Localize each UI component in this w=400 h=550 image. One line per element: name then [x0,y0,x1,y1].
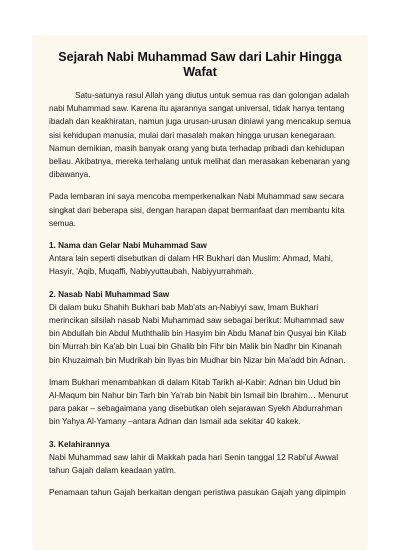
document-page [33,36,367,550]
section-heading: 3. Kelahirannya [49,439,110,449]
document-content [33,36,367,499]
section-paragraph: Antara lain seperti disebutkan di dalam HR Bukhari dan Muslim: Ahmad, Mahi, Hasyir, 'Aqib, Muqaffi, Nabiyyuttaubah, Nabiyyurrahmah. [49,254,333,277]
document-title: Sejarah Nabi Muhammad Saw dari Lahir Hingga Wafat [58,50,342,79]
section-1 [49,239,351,279]
intro-paragraph: Satu-satunya rasul Allah yang diutus untuk semua ras dan golongan adalah nabi Muhammad saw. Karena itu ajarannya sangat universal, tidak hanya tentang ibadah dan keakhiratan, namun juga urusan-urusan diniawi yang mencakup semua sisi kehidupan manusia, mulai dari masalah makan hingga urusan kenegaraan. Namun demikian, masih banyak orang yang buta terhadap pribadi dan kehidupan beliau. Akibatnya, mereka terhalang untuk melihat dan merasakan kebenaran yang dibawanya. [49,91,351,180]
section-3 [49,438,351,500]
section-2 [49,288,351,429]
section-paragraph: Penamaan tahun Gajah berkaitan dengan peristiwa pasukan Gajah yang dipimpin [49,488,346,498]
section-heading: 1. Nama dan Gelar Nabi Muhammad Saw [49,241,207,251]
section-paragraph: Nabi Muhammad saw lahir di Makkah pada hari Senin tanggal 12 Rabi'ul Awwal tahun Gajah dalam keadaan yatim. [49,452,339,476]
section-paragraph: Imam Bukhari menambahkan di dalam Kitab Tarikh al-Kabir: Adnan bin Udud bin Al-Maqum bin Nahur bin Tarh bin Ya'rab bin Nabit bin Ismail bin Ibrahim… Menurut para pakar – sebagaimana yang disebutkan oleh sejarawan Syekh Abdurrahman bin Yahya Al-Yamany –antara Adnan dan Ismail ada sekitar 40 kakek. [49,377,349,427]
section-heading: 2. Nasab Nabi Muhammad Saw [49,289,170,299]
section-paragraph: Di dalam buku Shahih Bukhari bab Mab'ats an-Nabiyyi saw, Imam Bukhari merincikan silsilah nasab Nabi Muhammad saw sebagai berikut: Muhammad saw bin Abdullah bin Abdul Muththalib bin Hasyim bin Abdu Manaf bin Qusyai bin Kilab bin Murrah bin Ka'ab bin Luai bin Ghalib bin Fihr bin Malik bin Nadhr bin Kinanah bin Khuzaimah bin Mudrikah bin Ilyas bin Mudhar bin Nizar bin Ma'add bin Adnan. [49,302,347,365]
intro-paragraph-2: Pada lembaran ini saya mencoba memperkenalkan Nabi Muhammad saw secara singkat dari beberapa sisi, dengan harapan dapat bermanfaat dan membantu kita semua. [49,192,345,228]
